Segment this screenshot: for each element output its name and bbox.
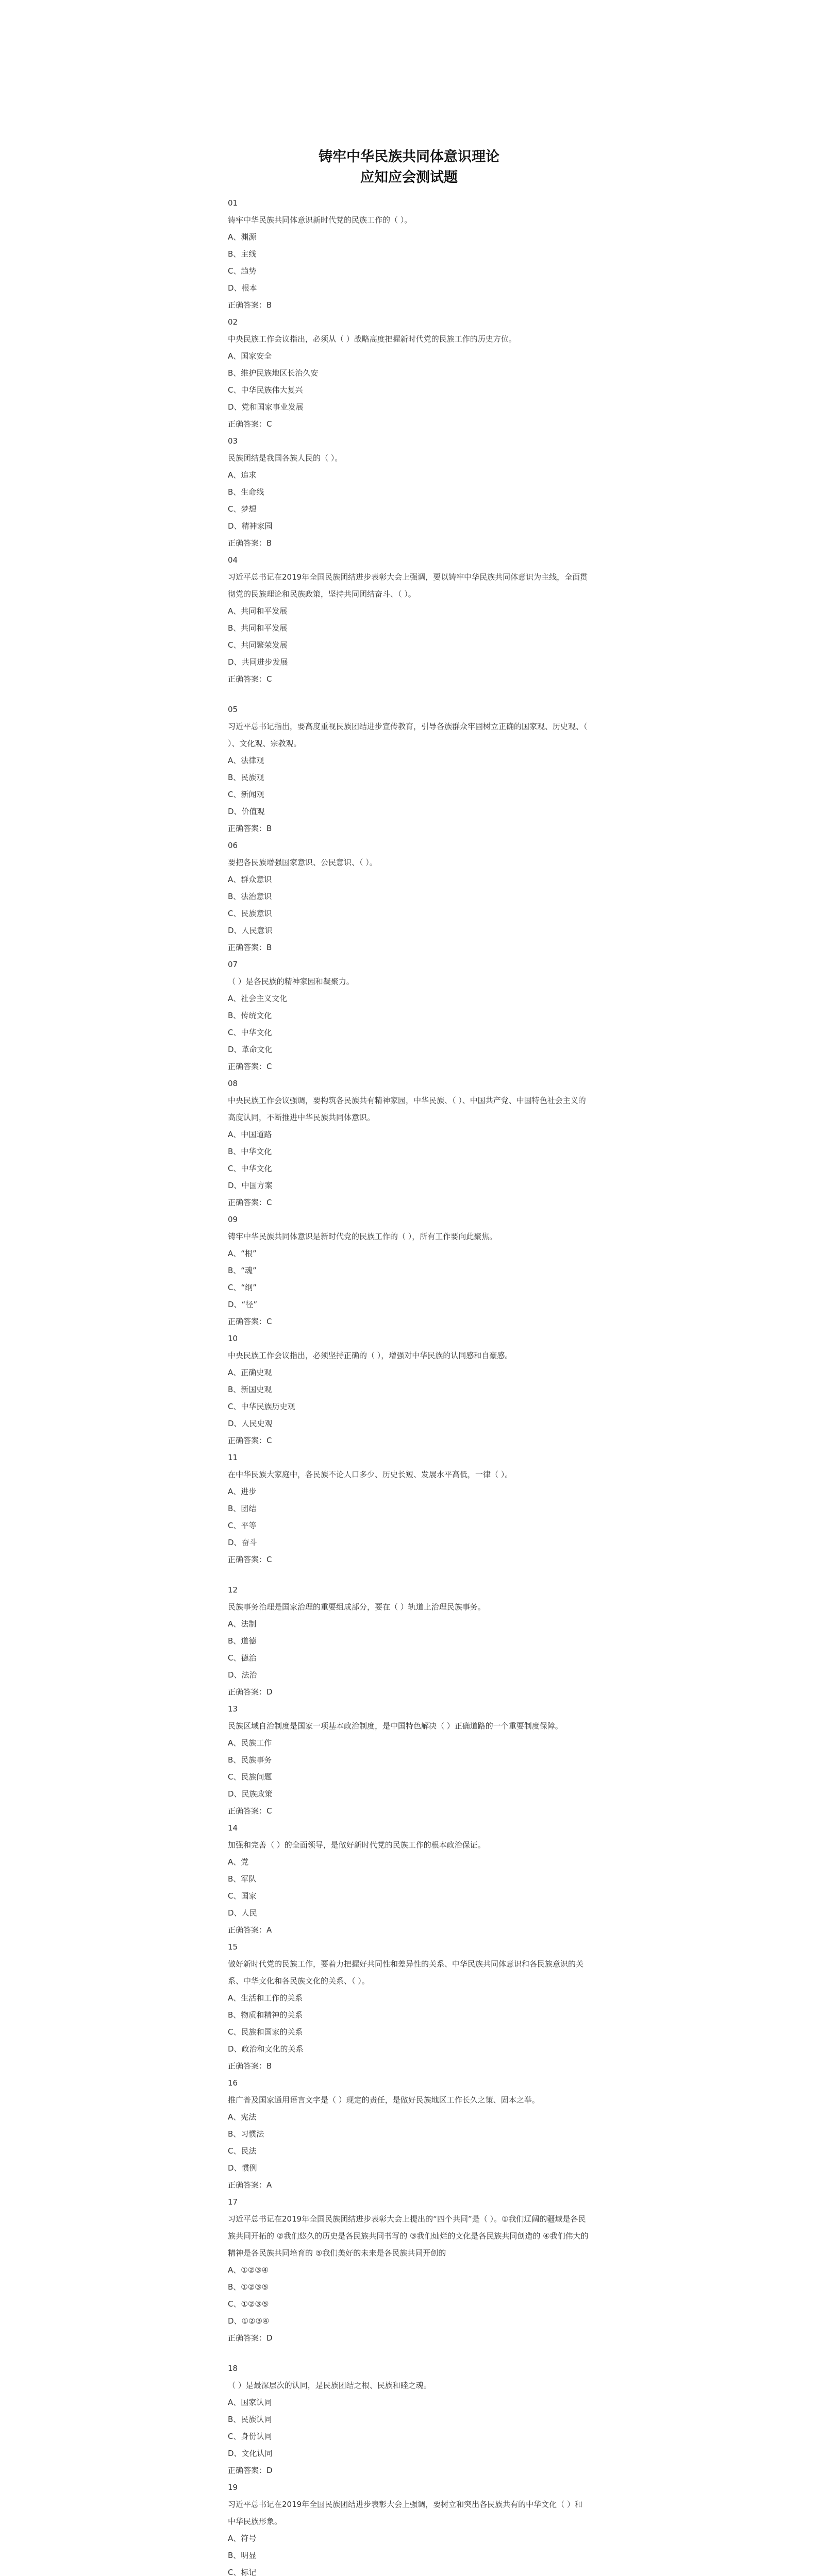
question-number: 12 <box>228 1585 238 1595</box>
answer-option: C、德治 <box>228 1653 257 1663</box>
question-block <box>228 1449 589 1582</box>
answer-option: B、民族认同 <box>228 2415 272 2424</box>
answer-option: D、人民意识 <box>228 926 273 935</box>
answer-option: D、人民 <box>228 1908 257 1918</box>
answer-option: C、“纲” <box>228 1283 257 1292</box>
answer-option: A、①②③④ <box>228 2265 269 2275</box>
correct-answer: 正确答案：C <box>228 419 272 429</box>
answer-option: B、传统文化 <box>228 1011 272 1020</box>
question-stem: 习近平总书记指出，要高度重视民族团结进步宣传教育，引导各族群众牢固树立正确的国家观、历史观、（ ）、文化观、宗教观。 <box>228 722 588 748</box>
answer-option: C、身份认同 <box>228 2432 272 2441</box>
question-number: 15 <box>228 1942 238 1952</box>
question-number: 09 <box>228 1215 238 1224</box>
answer-option: B、维护民族地区长治久安 <box>228 368 319 378</box>
question-list <box>228 195 589 2576</box>
answer-option: C、标记 <box>228 2568 257 2576</box>
question-block <box>228 2360 589 2479</box>
title-line-1: 铸牢中华民族共同体意识理论 <box>319 149 499 165</box>
answer-option: A、国家安全 <box>228 351 272 361</box>
answer-option: B、中华文化 <box>228 1147 272 1156</box>
answer-option: C、平等 <box>228 1521 257 1530</box>
answer-option: C、梦想 <box>228 504 257 514</box>
question-block <box>228 433 589 552</box>
answer-option: C、新闻观 <box>228 790 264 799</box>
answer-option: B、①②③⑤ <box>228 2282 269 2292</box>
answer-option: D、中国方案 <box>228 1181 273 1190</box>
answer-option: C、中华民族历史观 <box>228 1402 295 1411</box>
answer-option: B、“魂” <box>228 1266 257 1275</box>
question-stem: 习近平总书记在2019年全国民族团结进步表彰大会上强调，要树立和突出各民族共有的中华文化（ ）和中华民族形象。 <box>228 2500 582 2526</box>
question-number: 02 <box>228 317 238 327</box>
answer-option: A、法律观 <box>228 756 264 765</box>
question-stem: 推广普及国家通用语言文字是（ ）现定的责任，是做好民族地区工作长久之策、固本之举。 <box>228 2095 540 2105</box>
answer-option: B、共同和平发展 <box>228 623 288 633</box>
answer-option: B、新国史观 <box>228 1385 272 1394</box>
question-number: 06 <box>228 841 238 850</box>
answer-option: B、民族事务 <box>228 1755 272 1765</box>
question-number: 18 <box>228 2364 238 2373</box>
answer-option: A、符号 <box>228 2534 257 2543</box>
answer-option: A、追求 <box>228 470 257 480</box>
answer-option: C、民法 <box>228 2146 257 2156</box>
question-block <box>228 837 589 956</box>
question-number: 19 <box>228 2483 238 2492</box>
correct-answer: 正确答案：B <box>228 2061 272 2071</box>
question-number: 16 <box>228 2078 238 2088</box>
spacer <box>228 688 589 701</box>
question-block <box>228 1939 589 2075</box>
answer-option: A、法制 <box>228 1619 257 1629</box>
question-block <box>228 314 589 433</box>
answer-option: D、政治和文化的关系 <box>228 2044 304 2054</box>
correct-answer: 正确答案：A <box>228 1925 272 1935</box>
question-number: 10 <box>228 1334 238 1343</box>
correct-answer: 正确答案：C <box>228 674 272 684</box>
question-block <box>228 1820 589 1939</box>
question-number: 07 <box>228 960 238 969</box>
question-block <box>228 1211 589 1330</box>
correct-answer: 正确答案：C <box>228 1198 272 1207</box>
spacer <box>228 1568 589 1582</box>
answer-option: A、党 <box>228 1857 249 1867</box>
answer-option: C、中华文化 <box>228 1164 272 1173</box>
answer-option: A、正确史观 <box>228 1368 272 1377</box>
correct-answer: 正确答案：B <box>228 824 272 833</box>
question-number: 08 <box>228 1079 238 1088</box>
correct-answer: 正确答案：C <box>228 1317 272 1326</box>
question-number: 14 <box>228 1823 238 1833</box>
answer-option: B、道德 <box>228 1636 257 1646</box>
answer-option: A、“根” <box>228 1249 257 1258</box>
answer-option: A、社会主义文化 <box>228 994 288 1003</box>
answer-option: D、精神家园 <box>228 521 273 531</box>
question-block <box>228 2075 589 2194</box>
correct-answer: 正确答案：B <box>228 300 272 310</box>
answer-option: D、奋斗 <box>228 1538 257 1547</box>
question-block <box>228 1330 589 1449</box>
answer-option: B、团结 <box>228 1504 257 1513</box>
correct-answer: 正确答案：C <box>228 1062 272 1071</box>
answer-option: B、明显 <box>228 2551 257 2560</box>
answer-option: B、生命线 <box>228 487 264 497</box>
answer-option: A、群众意识 <box>228 875 272 884</box>
question-stem: 做好新时代党的民族工作，要着力把握好共同性和差异性的关系、中华民族共同体意识和各民族意识的关系、中华文化和各民族文化的关系、（ ）。 <box>228 1959 584 1986</box>
answer-option: D、共同进步发展 <box>228 657 288 667</box>
answer-option: A、进步 <box>228 1487 257 1496</box>
answer-option: C、民族和国家的关系 <box>228 2027 303 2037</box>
answer-option: C、国家 <box>228 1891 257 1901</box>
question-stem: （ ）是最深层次的认同，是民族团结之根、民族和睦之魂。 <box>228 2381 431 2390</box>
question-stem: 习近平总书记在2019年全国民族团结进步表彰大会上强调，要以铸牢中华民族共同体意识为主线，全面贯彻党的民族理论和民族政策，坚持共同团结奋斗、（ ）。 <box>228 572 588 599</box>
question-stem: 中央民族工作会议指出，必须从（ ）战略高度把握新时代党的民族工作的历史方位。 <box>228 334 516 344</box>
question-stem: 加强和完善（ ）的全面领导，是做好新时代党的民族工作的根本政治保证。 <box>228 1840 486 1850</box>
question-stem: 要把各民族增强国家意识、公民意识、（ ）。 <box>228 858 377 867</box>
answer-option: C、趋势 <box>228 266 257 276</box>
question-block <box>228 195 589 314</box>
question-block <box>228 2194 589 2360</box>
answer-option: C、民族意识 <box>228 909 272 918</box>
answer-option: C、民族问题 <box>228 1772 272 1782</box>
question-stem: 民族事务治理是国家治理的重要组成部分，要在（ ）轨道上治理民族事务。 <box>228 1602 486 1612</box>
question-block <box>228 1701 589 1820</box>
answer-option: A、中国道路 <box>228 1130 272 1139</box>
answer-option: C、中华民族伟大复兴 <box>228 385 303 395</box>
answer-option: B、军队 <box>228 1874 257 1884</box>
document-title <box>0 147 818 188</box>
answer-option: C、中华文化 <box>228 1028 272 1037</box>
answer-option: D、民族政策 <box>228 1789 273 1799</box>
answer-option: A、国家认同 <box>228 2398 272 2407</box>
answer-option: B、主线 <box>228 249 257 259</box>
correct-answer: 正确答案：B <box>228 943 272 952</box>
question-stem: 铸牢中华民族共同体意识是新时代党的民族工作的（ ），所有工作要向此聚焦。 <box>228 1232 497 1241</box>
question-block <box>228 1582 589 1701</box>
question-number: 05 <box>228 705 238 714</box>
answer-option: B、民族观 <box>228 773 264 782</box>
answer-option: A、共同和平发展 <box>228 606 288 616</box>
question-stem: 民族区域自治制度是国家一项基本政治制度，是中国特色解决（ ）正确道路的一个重要制度保障。 <box>228 1721 563 1731</box>
answer-option: D、根本 <box>228 283 257 293</box>
question-block <box>228 1075 589 1211</box>
correct-answer: 正确答案：C <box>228 1806 272 1816</box>
question-block <box>228 552 589 701</box>
answer-option: A、民族工作 <box>228 1738 272 1748</box>
correct-answer: 正确答案：C <box>228 1555 272 1564</box>
answer-option: A、渊源 <box>228 232 257 242</box>
question-number: 04 <box>228 555 238 565</box>
question-block <box>228 701 589 837</box>
answer-option: D、价值观 <box>228 807 265 816</box>
question-stem: 铸牢中华民族共同体意识新时代党的民族工作的（ ）。 <box>228 215 412 225</box>
question-stem: 在中华民族大家庭中，各民族不论人口多少、历史长短、发展水平高低，一律（ ）。 <box>228 1470 513 1479</box>
answer-option: B、法治意识 <box>228 892 272 901</box>
answer-option: D、革命文化 <box>228 1045 273 1054</box>
question-number: 13 <box>228 1704 238 1714</box>
question-stem: 中央民族工作会议指出，必须坚持正确的（ ），增强对中华民族的认同感和自豪感。 <box>228 1351 513 1360</box>
answer-option: A、宪法 <box>228 2112 257 2122</box>
question-number: 17 <box>228 2197 238 2207</box>
answer-option: C、①②③⑤ <box>228 2299 269 2309</box>
answer-option: D、党和国家事业发展 <box>228 402 304 412</box>
correct-answer: 正确答案：A <box>228 2180 272 2190</box>
question-stem: 民族团结是我国各族人民的（ ）。 <box>228 453 343 463</box>
question-number: 03 <box>228 436 238 446</box>
answer-option: B、物质和精神的关系 <box>228 2010 303 2020</box>
question-block <box>228 2479 589 2576</box>
answer-option: D、文化认同 <box>228 2449 273 2458</box>
question-stem: （ ）是各民族的精神家园和凝聚力。 <box>228 977 354 986</box>
title-line-2: 应知应会测试题 <box>360 170 458 185</box>
question-stem: 习近平总书记在2019年全国民族团结进步表彰大会上提出的“四个共同”是（ ）。①我们辽阔的疆域是各民族共同开拓的 ②我们悠久的历史是各民族共同书写的 ③我们灿烂的文化是各民族共同创造的 ④我们伟大的精神是各民族共同培育的 ⑤我们美好的未来是各民族共同开创的 <box>228 2214 589 2258</box>
correct-answer: 正确答案：D <box>228 1687 273 1697</box>
answer-option: D、“径” <box>228 1300 258 1309</box>
correct-answer: 正确答案：D <box>228 2333 273 2343</box>
answer-option: D、惯例 <box>228 2163 257 2173</box>
correct-answer: 正确答案：C <box>228 1436 272 1445</box>
answer-option: B、习惯法 <box>228 2129 264 2139</box>
correct-answer: 正确答案：D <box>228 2466 273 2475</box>
spacer <box>228 2347 589 2360</box>
correct-answer: 正确答案：B <box>228 538 272 548</box>
answer-option: A、生活和工作的关系 <box>228 1993 303 2003</box>
answer-option: D、法治 <box>228 1670 257 1680</box>
question-number: 01 <box>228 198 238 208</box>
answer-option: D、人民史观 <box>228 1419 273 1428</box>
question-number: 11 <box>228 1453 238 1462</box>
answer-option: C、共同繁荣发展 <box>228 640 288 650</box>
question-stem: 中央民族工作会议强调，要构筑各民族共有精神家园，中华民族、（ ）、中国共产党、中国特色社会主义的高度认同，不断推进中华民族共同体意识。 <box>228 1096 586 1122</box>
question-block <box>228 956 589 1075</box>
answer-option: D、①②③④ <box>228 2316 270 2326</box>
